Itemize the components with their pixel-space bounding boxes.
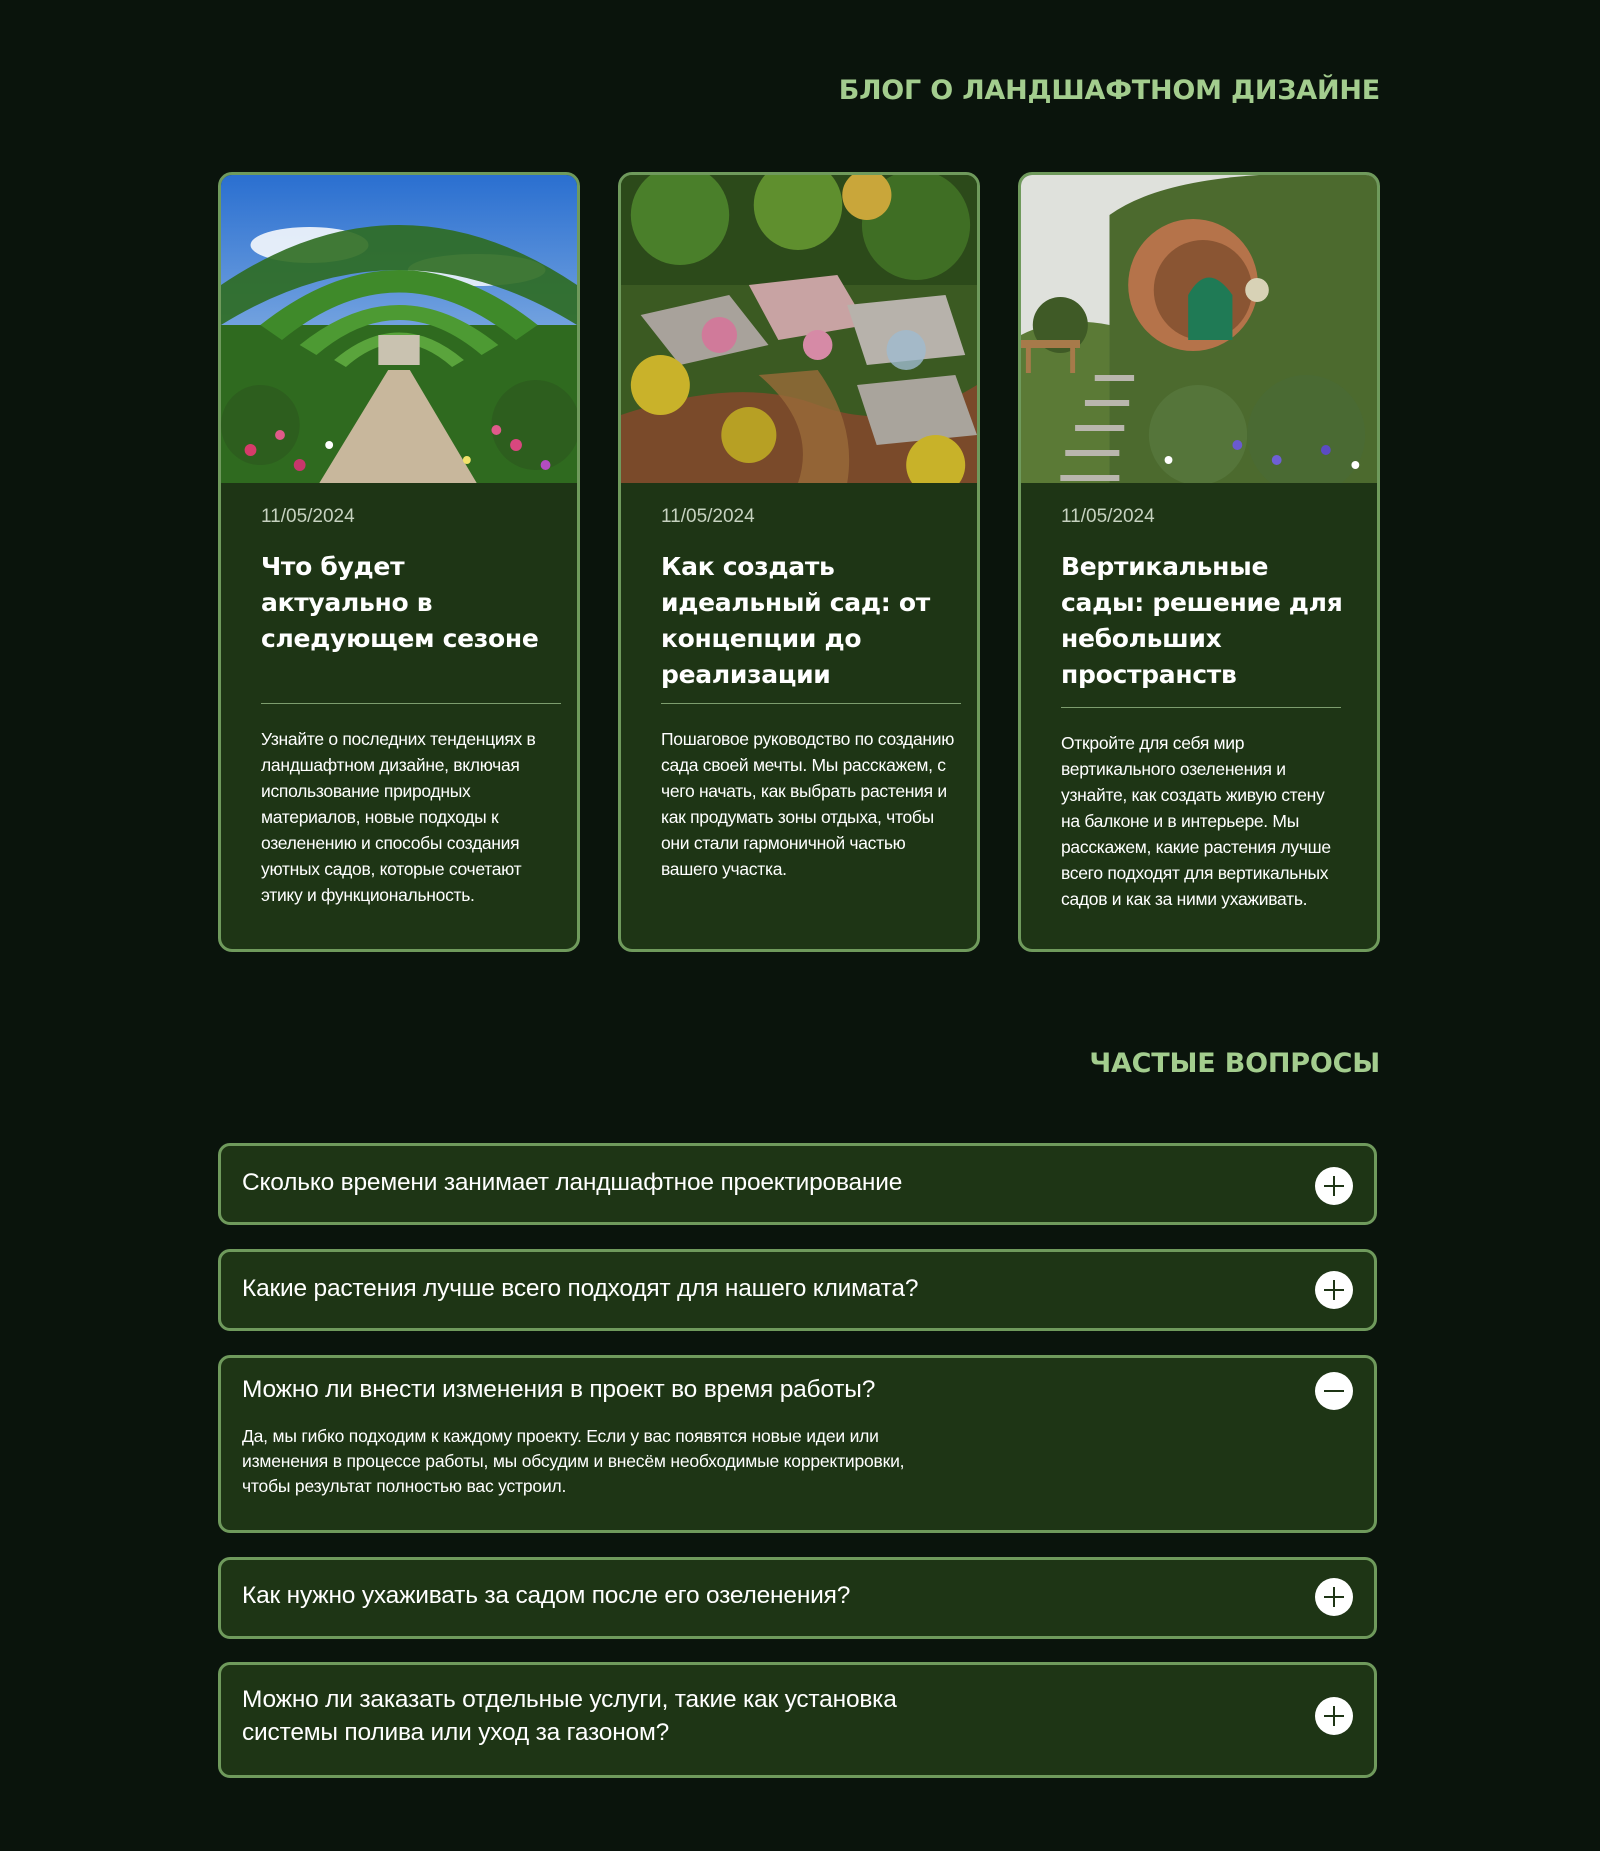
faq-question[interactable]: Как нужно ухаживать за садом после его озеленения? [242, 1582, 851, 1609]
card-date: 11/05/2024 [1061, 506, 1155, 527]
faq-question[interactable]: Можно ли внести изменения в проект во время работы? [242, 1376, 876, 1403]
plus-icon[interactable] [1315, 1578, 1353, 1616]
card-date: 11/05/2024 [261, 506, 355, 527]
card-date: 11/05/2024 [661, 506, 755, 527]
blog-section-title: БЛОГ О ЛАНДШАФТНОМ ДИЗАЙНЕ [838, 75, 1380, 106]
card-text: Узнайте о последних тенденциях в ландшафтном дизайне, включая использование природных материалов, новые подходы к озеленению и способы создания уютных садов, которые сочетают этику и функциональность. [261, 729, 536, 905]
plus-icon[interactable] [1315, 1271, 1353, 1309]
plus-icon[interactable] [1315, 1167, 1353, 1205]
faq-question[interactable]: Какие растения лучше всего подходят для нашего климата? [242, 1275, 919, 1302]
faq-section-title: ЧАСТЫЕ ВОПРОСЫ [1089, 1048, 1380, 1079]
faq-question[interactable]: Можно ли заказать отдельные услуги, такие как установка системы полива или уход за газоном? [242, 1686, 897, 1746]
card-divider [661, 703, 961, 704]
card-heading[interactable]: Как создать идеальный сад: от концепции до реализации [661, 552, 930, 689]
blog-card-3[interactable] [1018, 172, 1380, 952]
card-divider [1061, 707, 1341, 708]
card-heading[interactable]: Вертикальные сады: решение для небольших пространств [1061, 552, 1343, 689]
faq-question[interactable]: Сколько времени занимает ландшафтное проектирование [242, 1169, 903, 1196]
faq-answer: Да, мы гибко подходим к каждому проекту. Если у вас появятся новые идеи или изменения в процессе работы, мы обсудим и внесём необходимые корректировки, чтобы результат полностью вас устроил. [242, 1426, 905, 1496]
faq-item-5[interactable] [218, 1662, 1377, 1778]
card-divider [261, 703, 561, 704]
hillside-round-door-house-photo [1021, 175, 1377, 483]
faq-item-2[interactable] [218, 1249, 1377, 1331]
faq-item-3[interactable] [218, 1355, 1377, 1533]
plus-icon[interactable] [1315, 1697, 1353, 1735]
card-text: Откройте для себя мир вертикального озеленения и узнайте, как создать живую стену на балконе и в интерьере. Мы расскажем, какие растения лучше всего подходят для вертикальных садов и как за ними ухаживать. [1061, 733, 1331, 909]
blog-card-2[interactable] [618, 172, 980, 952]
card-text: Пошаговое руководство по созданию сада своей мечты. Мы расскажем, с чего начать, как выбрать растения и как продумать зоны отдыха, чтобы они стали гармоничной частью вашего участка. [661, 729, 955, 879]
garden-arch-path-photo [221, 175, 577, 483]
faq-item-4[interactable] [218, 1557, 1377, 1639]
blog-card-1[interactable] [218, 172, 580, 952]
minus-icon[interactable] [1315, 1372, 1353, 1410]
card-heading[interactable]: Что будет актуально в следующем сезоне [261, 552, 539, 653]
rock-garden-stream-photo [621, 175, 977, 483]
faq-item-1[interactable] [218, 1143, 1377, 1225]
